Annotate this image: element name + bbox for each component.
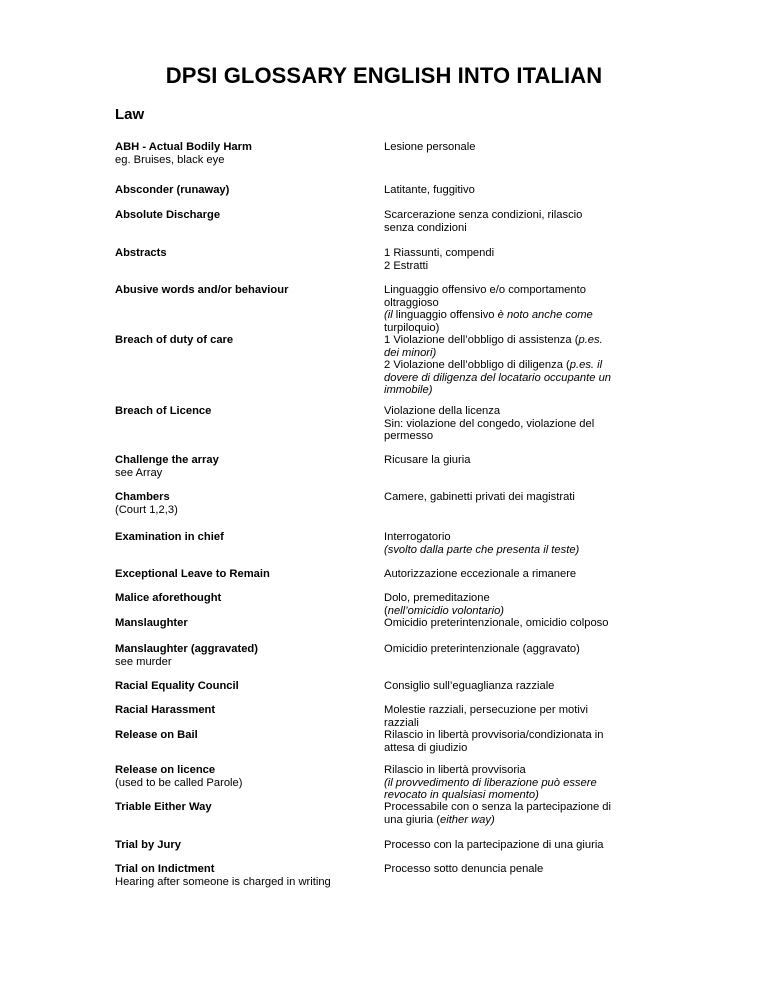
glossary-term-italian: Camere, gabinetti privati dei magistrati	[384, 491, 575, 503]
glossary-term-italian: Consiglio sull’eguaglianza razziale	[384, 680, 555, 692]
glossary-term-english: Chambers (Court 1,2,3)	[115, 491, 178, 516]
glossary-term-english: Trial by Jury	[115, 839, 181, 851]
glossary-term-english: Abstracts	[115, 247, 167, 259]
glossary-term-italian: Dolo, premeditazione (nell’omicidio volontario)	[384, 592, 505, 617]
glossary-term-italian: Omicidio preterintenzionale (aggravato)	[384, 643, 580, 655]
glossary-term-italian: Linguaggio offensivo e/o comportamento oltraggioso (il linguaggio offensivo è noto anche come turpiloquio)	[384, 284, 593, 334]
glossary-term-english: Absolute Discharge	[115, 209, 221, 221]
glossary-term-italian: Ricusare la giuria	[384, 454, 471, 466]
glossary-term-italian: Rilascio in libertà provvisoria/condizionata in attesa di giudizio	[384, 729, 604, 754]
glossary-term-italian: Lesione personale	[384, 141, 476, 153]
glossary-term-italian: Autorizzazione eccezionale a rimanere	[384, 568, 577, 580]
glossary-term-english: Absconder (runaway)	[115, 184, 230, 196]
glossary-term-english: Exceptional Leave to Remain	[115, 568, 270, 580]
glossary-term-italian: 1 Riassunti, compendi 2 Estratti	[384, 247, 495, 272]
glossary-term-italian: Violazione della licenza Sin: violazione del congedo, violazione del permesso	[384, 405, 595, 443]
glossary-term-english: Manslaughter	[115, 617, 188, 629]
glossary-term-english: Release on licence (used to be called Parole)	[115, 764, 243, 789]
glossary-term-italian: Processo con la partecipazione di una giuria	[384, 839, 604, 851]
section-heading: Law	[115, 106, 145, 123]
glossary-term-english: Examination in chief	[115, 531, 224, 543]
glossary-term-english: Triable Either Way	[115, 801, 212, 813]
glossary-term-english: Manslaughter (aggravated) see murder	[115, 643, 258, 668]
glossary-term-english: Breach of duty of care	[115, 334, 234, 346]
glossary-term-english: Racial Equality Council	[115, 680, 239, 692]
glossary-term-english: Malice aforethought	[115, 592, 222, 604]
glossary-term-italian: Processo sotto denuncia penale	[384, 863, 544, 875]
glossary-term-english: Breach of Licence	[115, 405, 212, 417]
glossary-term-italian: 1 Violazione dell’obbligo di assistenza (p.es. dei minori) 2 Violazione dell’obbligo di diligenza (p.es. il dovere di diligenza del locatario occupante un immobile)	[384, 334, 612, 397]
glossary-term-italian: Interrogatorio (svolto dalla parte che presenta il teste)	[384, 531, 580, 556]
glossary-term-english: Racial Harassment	[115, 704, 216, 716]
glossary-term-italian: Latitante, fuggitivo	[384, 184, 475, 196]
glossary-term-italian: Molestie razziali, persecuzione per motivi razziali	[384, 704, 588, 729]
page-title: DPSI GLOSSARY ENGLISH INTO ITALIAN	[165, 63, 603, 88]
glossary-term-english: Trial on Indictment Hearing after someone is charged in writing	[115, 863, 331, 888]
glossary-term-italian: Scarcerazione senza condizioni, rilascio senza condizioni	[384, 209, 583, 234]
glossary-term-italian: Rilascio in libertà provvisoria (il provvedimento di liberazione può essere revocato in qualsiasi momento)	[384, 764, 597, 802]
glossary-term-italian: Processabile con o senza la partecipazione di una giuria (either way)	[384, 801, 611, 826]
glossary-term-english: Challenge the array see Array	[115, 454, 219, 479]
glossary-term-english: ABH - Actual Bodily Harm eg. Bruises, black eye	[115, 141, 252, 166]
glossary-term-english: Abusive words and/or behaviour	[115, 284, 289, 296]
glossary-term-english: Release on Bail	[115, 729, 198, 741]
glossary-term-italian: Omicidio preterintenzionale, omicidio colposo	[384, 617, 609, 629]
